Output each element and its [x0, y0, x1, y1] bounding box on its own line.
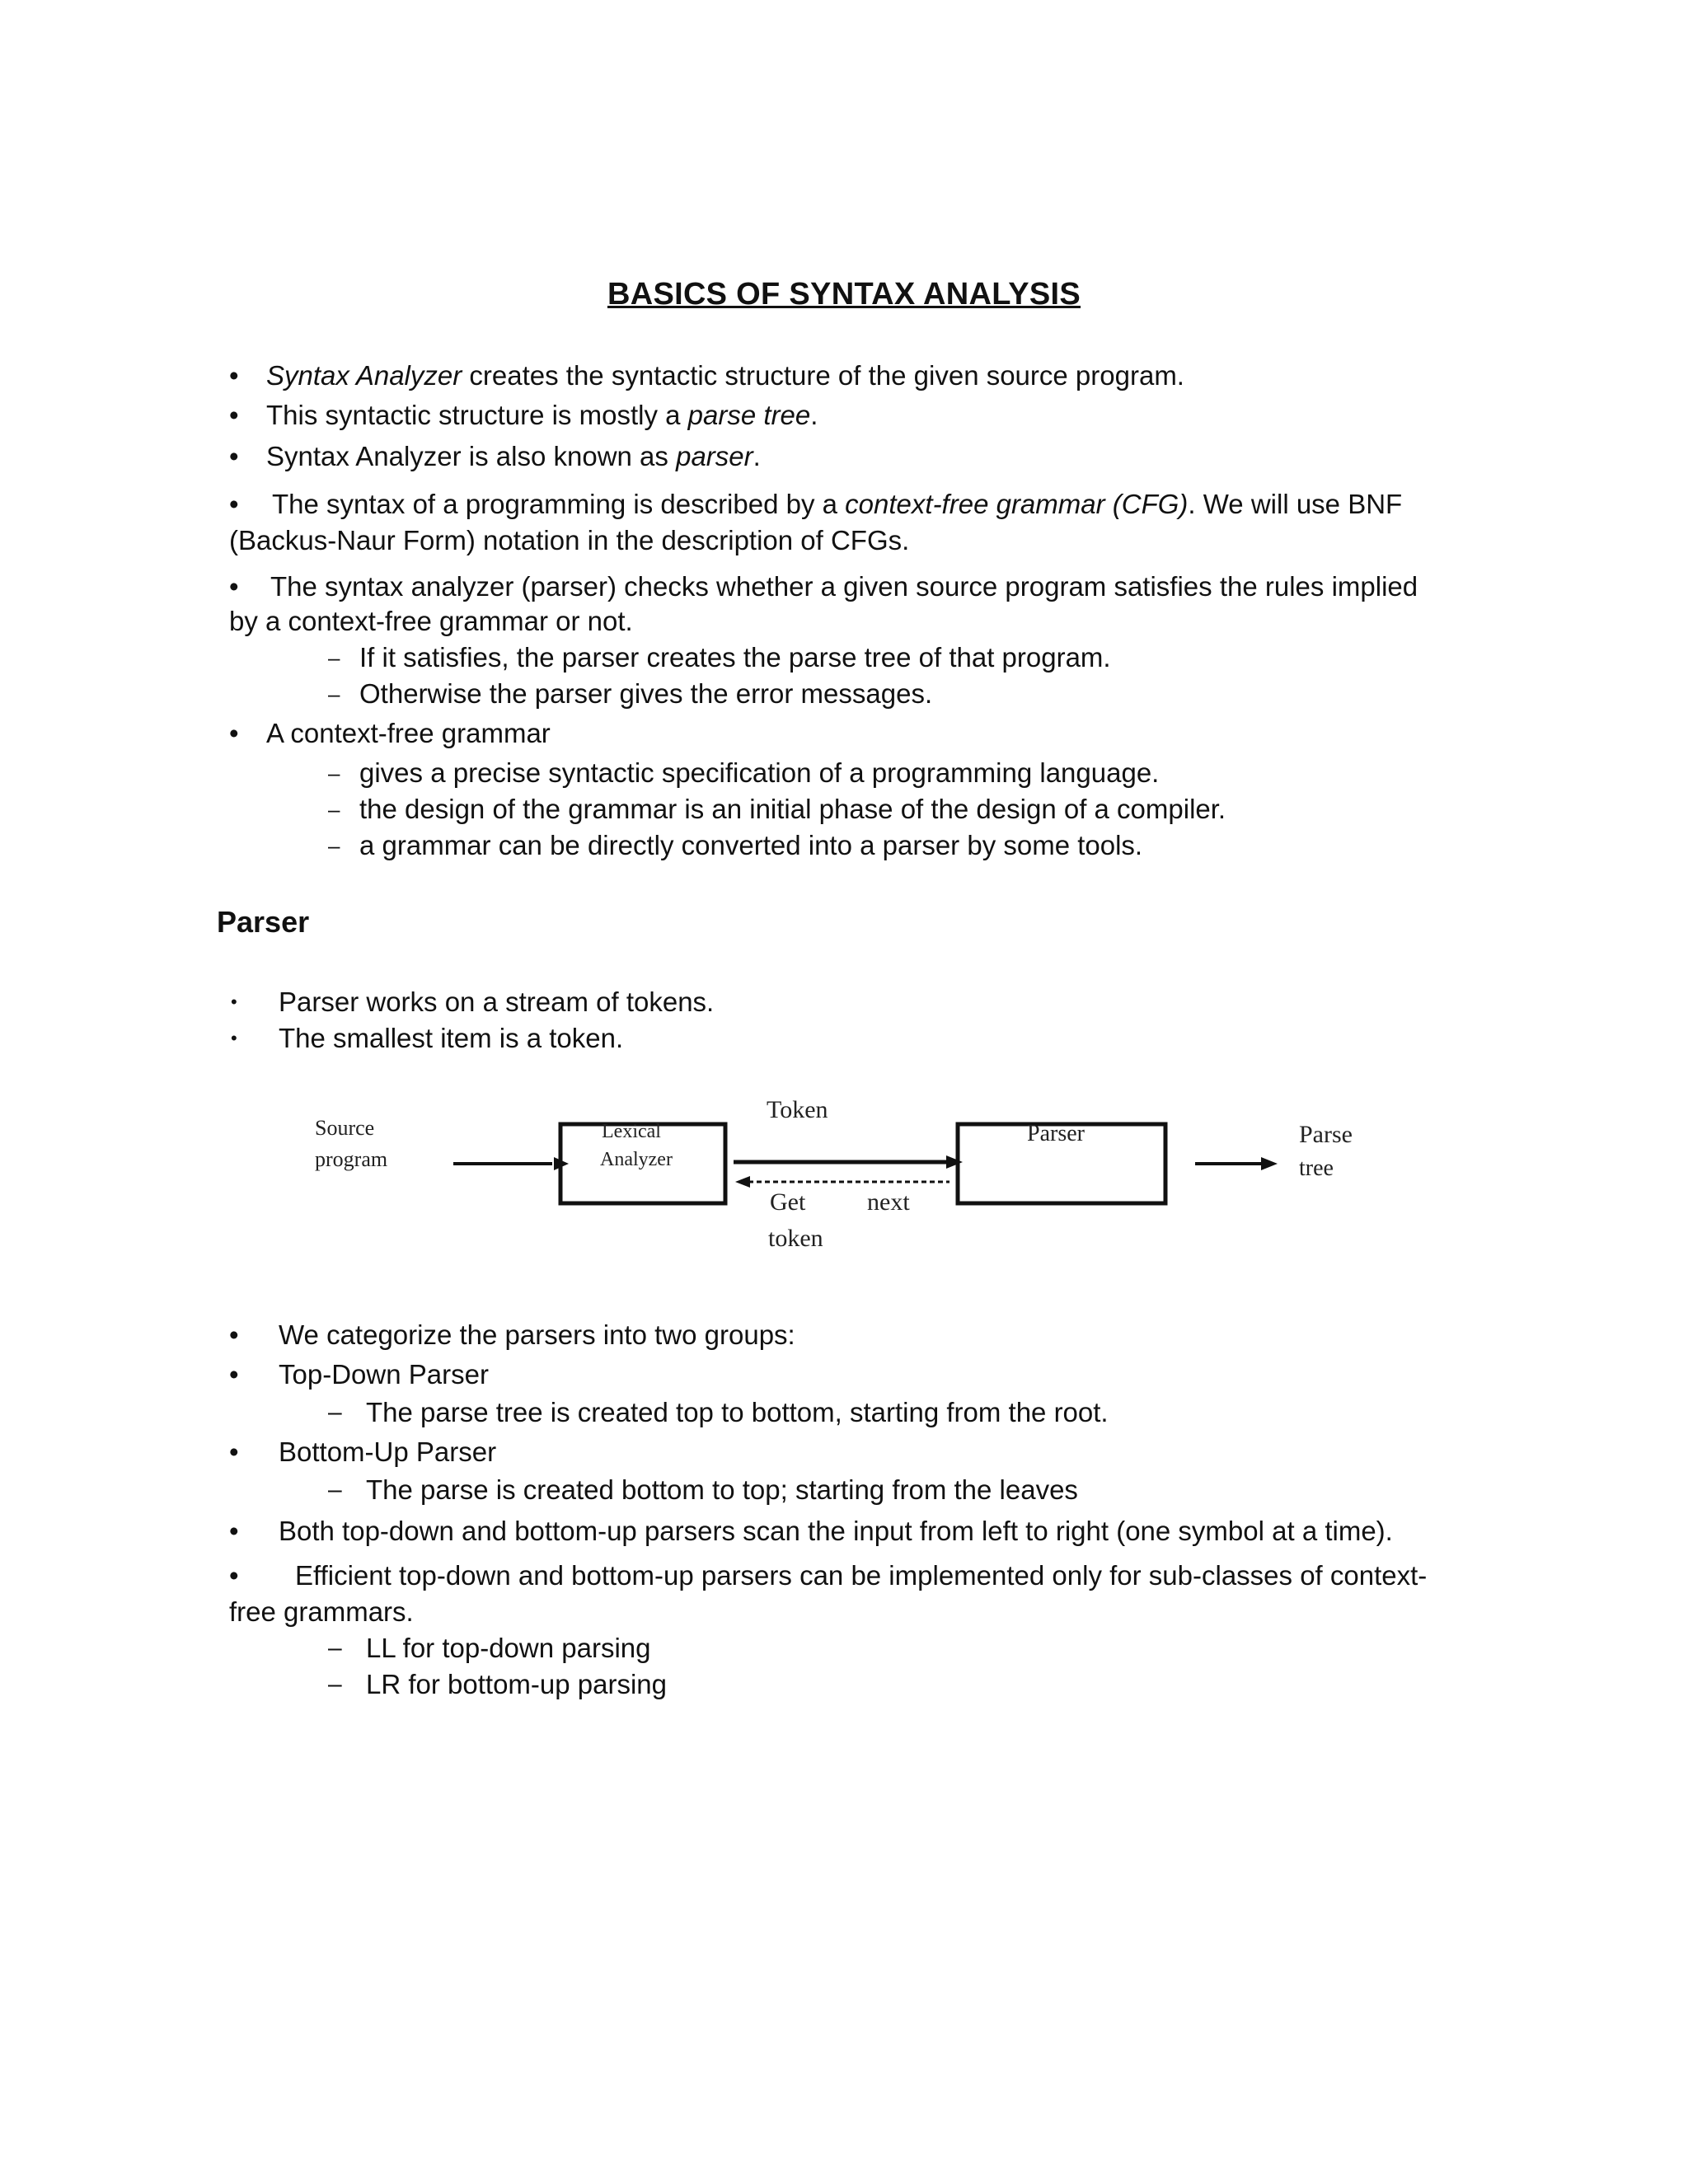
bullet-icon: •	[229, 1436, 239, 1467]
sub-item-top-down: The parse tree is created top to bottom, starting from the root.	[366, 1397, 1109, 1427]
bullet-cfg-continued: (Backus-Naur Form) notation in the description of CFGs.	[229, 525, 910, 555]
bullet-icon: •	[229, 571, 239, 602]
label-get: Get	[770, 1188, 806, 1216]
bullet-icon: •	[229, 489, 239, 519]
label-token-2: token	[768, 1225, 823, 1252]
label-parser: Parser	[1027, 1121, 1085, 1146]
bullet-both: Both top-down and bottom-up parsers scan the input from left to right (one symbol at a time).	[279, 1516, 1393, 1546]
arrowhead-icon	[735, 1176, 750, 1188]
dash-icon: –	[328, 833, 340, 858]
dash-icon: –	[328, 1476, 342, 1503]
arrowhead-icon	[946, 1155, 963, 1169]
label-analyzer: Analyzer	[600, 1149, 673, 1170]
bullet-icon: •	[231, 1028, 237, 1048]
sub-item-cfg-3: a grammar can be directly converted into a parser by some tools.	[359, 830, 1143, 860]
bullet-icon: •	[231, 991, 237, 1012]
bullet-efficient: Efficient top-down and bottom-up parsers can be implemented only for sub-classes of context-	[295, 1560, 1428, 1591]
label-tree: tree	[1299, 1155, 1334, 1181]
sub-item-bottom-up: The parse is created bottom to top; starting from the leaves	[366, 1474, 1078, 1505]
label-token: Token	[767, 1096, 828, 1123]
dash-icon: –	[328, 1671, 342, 1698]
bullet-icon: •	[229, 360, 239, 391]
bullet-efficient-continued: free grammars.	[229, 1596, 414, 1627]
bullet-stream: Parser works on a stream of tokens.	[279, 987, 715, 1017]
bullet-cfg-intro: A context-free grammar	[266, 718, 551, 748]
bullet-icon: •	[229, 441, 239, 471]
sub-item-error: Otherwise the parser gives the error messages.	[359, 678, 933, 709]
bullet-icon: •	[229, 718, 239, 748]
bullet-parser: Syntax Analyzer is also known as parser.	[266, 441, 761, 471]
bullet-bottom-up: Bottom-Up Parser	[279, 1436, 497, 1467]
bullet-parse-tree: This syntactic structure is mostly a parse tree.	[266, 400, 818, 430]
arrowhead-icon	[1261, 1157, 1278, 1170]
bullet-parser-check-continued: by a context-free grammar or not.	[229, 606, 633, 636]
dash-icon: –	[328, 682, 340, 706]
label-parse: Parse	[1299, 1121, 1353, 1148]
dash-icon: –	[328, 645, 340, 670]
label-source: Source	[315, 1116, 375, 1140]
section-heading-parser: Parser	[217, 905, 310, 939]
label-program: program	[315, 1147, 388, 1171]
bullet-icon: •	[229, 1319, 239, 1350]
compiler-pipeline-diagram	[297, 1096, 1451, 1286]
bullet-icon: •	[229, 1359, 239, 1390]
label-lexical: Lexical	[602, 1121, 661, 1142]
sub-item-satisfies: If it satisfies, the parser creates the parse tree of that program.	[359, 642, 1111, 673]
dash-icon: –	[328, 1634, 342, 1661]
bullet-syntax-analyzer: Syntax Analyzer creates the syntactic structure of the given source program.	[266, 360, 1184, 391]
dash-icon: –	[328, 1399, 342, 1426]
sub-item-cfg-2: the design of the grammar is an initial phase of the design of a compiler.	[359, 794, 1226, 824]
bullet-icon: •	[229, 1560, 239, 1591]
bullet-categorize: We categorize the parsers into two groups:	[279, 1319, 795, 1350]
bullet-cfg: The syntax of a programming is described by a context-free grammar (CFG). We will use BNF	[272, 489, 1403, 519]
page-title: BASICS OF SYNTAX ANALYSIS	[607, 277, 1081, 312]
sub-item-cfg-1: gives a precise syntactic specification of a programming language.	[359, 757, 1160, 788]
dash-icon: –	[328, 797, 340, 822]
bullet-icon: •	[229, 1516, 239, 1546]
bullet-top-down: Top-Down Parser	[279, 1359, 489, 1390]
bullet-smallest: The smallest item is a token.	[279, 1023, 624, 1053]
label-next: next	[867, 1188, 910, 1216]
sub-item-lr: LR for bottom-up parsing	[366, 1669, 668, 1699]
sub-item-ll: LL for top-down parsing	[366, 1633, 651, 1663]
bullet-parser-check: The syntax analyzer (parser) checks whether a given source program satisfies the rules implied	[270, 571, 1418, 602]
bullet-icon: •	[229, 400, 239, 430]
dash-icon: –	[328, 761, 340, 785]
